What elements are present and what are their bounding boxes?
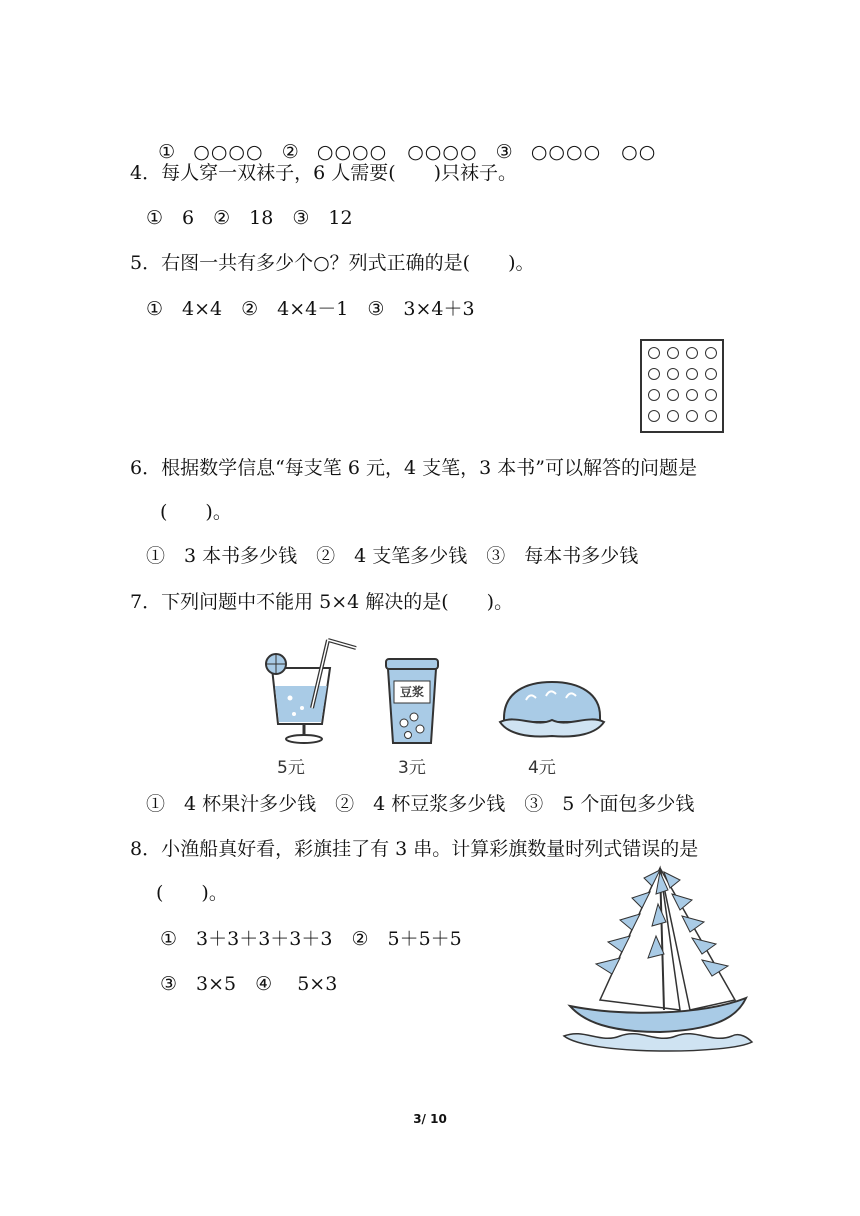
q7-stem: 7．下列问题中不能用 5×4 解决的是( )。 bbox=[130, 591, 514, 613]
soy-milk-price: 3元 bbox=[398, 758, 426, 778]
q3-option-2-text: ○○○○ ○○○○ bbox=[316, 141, 478, 163]
grid-circle bbox=[705, 368, 717, 380]
q8-stem-line2: ( )。 bbox=[156, 882, 228, 904]
q8-stem-line1: 8．小渔船真好看，彩旗挂了有 3 串。计算彩旗数量时列式错误的是 bbox=[130, 838, 699, 860]
q6-options: ① 3 本书多少钱 ② 4 支笔多少钱 ③ 每本书多少钱 bbox=[146, 545, 639, 567]
q3-option-1-mark: ① bbox=[158, 141, 176, 163]
grid-circle bbox=[648, 389, 660, 401]
grid-circle bbox=[686, 389, 698, 401]
q6-stem-line1: 6．根据数学信息“每支笔 6 元，4 支笔，3 本书”可以解答的问题是 bbox=[130, 457, 697, 479]
q3-option-3-text: ○○○○ ○○ bbox=[530, 141, 657, 163]
q5-stem: 5．右图一共有多少个○？列式正确的是( )。 bbox=[130, 252, 535, 274]
grid-circle bbox=[667, 410, 679, 422]
q3-option-1-text: ○○○○ bbox=[193, 141, 264, 163]
juice-price: 5元 bbox=[277, 758, 305, 778]
sailboat-icon bbox=[560, 860, 756, 1060]
soy-milk-cup-icon bbox=[382, 657, 442, 747]
q4-stem: 4．每人穿一双袜子，6 人需要( )只袜子。 bbox=[130, 162, 518, 184]
grid-circle bbox=[648, 410, 660, 422]
q5-options: ① 4×4 ② 4×4－1 ③ 3×4＋3 bbox=[146, 298, 475, 320]
dot-grid-figure bbox=[640, 339, 724, 433]
grid-circle bbox=[648, 368, 660, 380]
grid-circle bbox=[705, 410, 717, 422]
grid-circle bbox=[648, 347, 660, 359]
page-number: 3/ 10 bbox=[413, 1112, 447, 1126]
q3-option-3-mark: ③ bbox=[495, 141, 513, 163]
q8-options-row2: ③ 3×5 ④ 5×3 bbox=[160, 973, 338, 995]
grid-circle bbox=[705, 389, 717, 401]
juice-glass-icon bbox=[252, 628, 362, 748]
q8-options-row1: ① 3＋3＋3＋3＋3 ② 5＋5＋5 bbox=[160, 928, 462, 950]
grid-circle bbox=[686, 410, 698, 422]
grid-circle bbox=[667, 347, 679, 359]
q4-options: ① 6 ② 18 ③ 12 bbox=[146, 207, 353, 229]
q3-option-2-mark: ② bbox=[281, 141, 299, 163]
grid-circle bbox=[667, 368, 679, 380]
q6-stem-line2: ( )。 bbox=[160, 501, 232, 523]
grid-circle bbox=[667, 389, 679, 401]
bread-icon bbox=[496, 676, 608, 742]
grid-circle bbox=[705, 347, 717, 359]
grid-circle bbox=[686, 347, 698, 359]
q7-options: ① 4 杯果汁多少钱 ② 4 杯豆浆多少钱 ③ 5 个面包多少钱 bbox=[146, 793, 695, 815]
grid-circle bbox=[686, 368, 698, 380]
bread-price: 4元 bbox=[528, 758, 556, 778]
soy-milk-label: 豆浆 bbox=[399, 685, 424, 699]
q3-options bbox=[146, 116, 656, 164]
